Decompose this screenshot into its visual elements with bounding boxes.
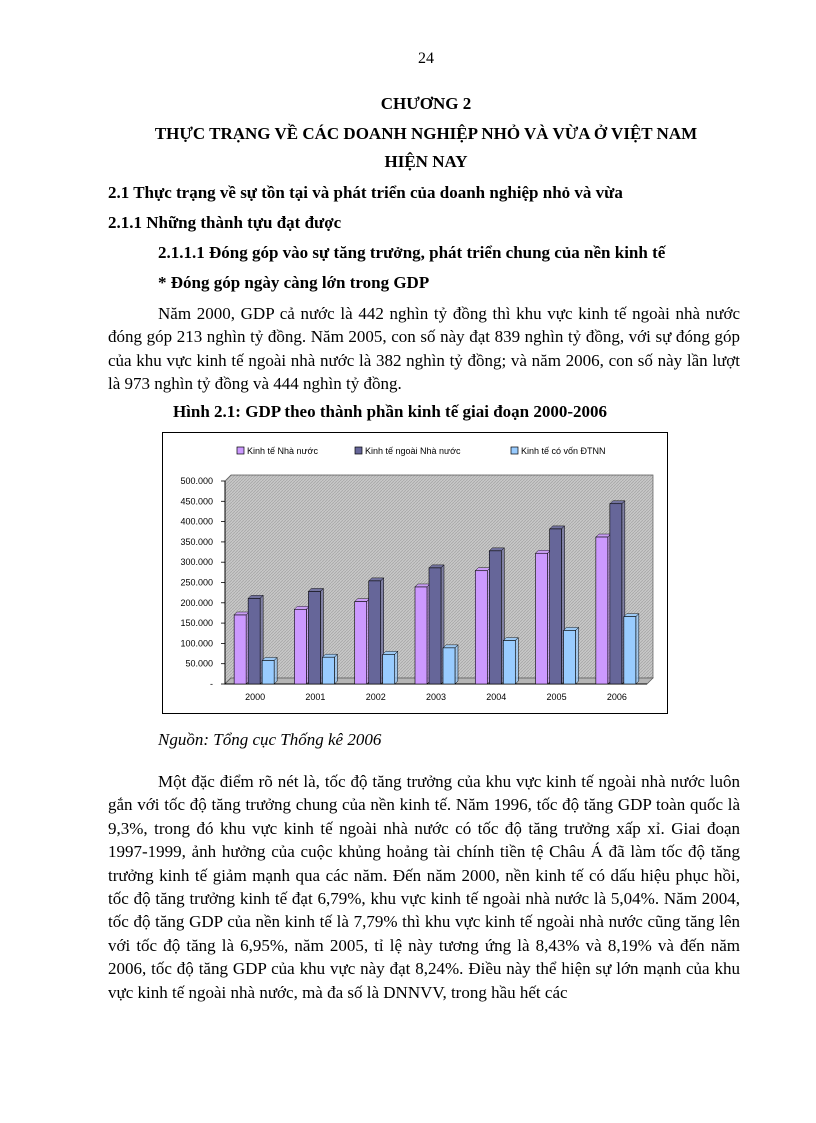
bar: [355, 602, 367, 684]
y-tick-label: 250.000: [180, 577, 213, 588]
bar: [262, 660, 274, 684]
bar: [415, 587, 427, 684]
bar: [234, 615, 246, 684]
bar: [550, 529, 562, 684]
legend-label: Kinh tế ngoài Nhà nước: [365, 446, 461, 456]
bar: [248, 598, 260, 684]
figure-caption: Hình 2.1: GDP theo thành phần kinh tế giai đoạn 2000-2006: [172, 402, 608, 421]
x-tick-label: 2000: [245, 692, 266, 702]
x-tick-label: 2005: [546, 692, 567, 702]
legend-swatch: [355, 447, 362, 454]
y-tick-label: -: [210, 679, 213, 689]
bar-side: [395, 651, 398, 684]
bar: [294, 609, 306, 684]
paragraph-gdp-contribution: Năm 2000, GDP cả nước là 442 nghìn tỷ đồng thì khu vực kinh tế ngoài nhà nước đóng góp 213 nghìn tỷ đồng. Năm 2005, con số này đạt 839 nghìn tỷ đồng, với sự đóng góp của khu vực kinh tế ngoài nhà nước là 382 nghìn tỷ đồng; và năm 2006, con số này lần lượt là 973 nghìn tỷ đồng và 444 nghìn tỷ đồng.: [108, 304, 740, 394]
gdp-bar-chart: [163, 433, 667, 713]
bar-side: [515, 638, 518, 684]
bar-side: [455, 645, 458, 684]
legend-label: Kinh tế Nhà nước: [247, 446, 318, 456]
legend-swatch: [237, 447, 244, 454]
section-heading-2-1-1-1: 2.1.1.1 Đóng góp vào sự tăng trưởng, phát triển chung của nền kinh tế: [158, 243, 666, 262]
bar: [503, 641, 515, 684]
bar: [564, 630, 576, 684]
chapter-title-line1: THỰC TRẠNG VỀ CÁC DOANH NGHIỆP NHỎ VÀ VỪA Ở VIỆT NAM: [154, 124, 698, 143]
y-tick-label: 300.000: [180, 557, 213, 568]
paragraph-growth-rate: Một đặc điểm rõ nét là, tốc độ tăng trưởng của khu vực kinh tế ngoài nhà nước luôn gắn với tốc độ tăng trưởng chung của nền kinh tế. Năm 1996, tốc độ tăng GDP toàn quốc là 9,3%, trong đó khu vực kinh tế ngoài nhà nước có tốc độ tăng trưởng xấp xỉ. Giai đoạn 1997-1999, ảnh hưởng của cuộc khủng hoảng tài chính tiền tệ Châu Á đã làm tốc độ tăng trưởng kinh tế giảm mạnh qua các năm. Đến năm 2000, nền kinh tế có dấu hiệu phục hồi, tốc độ tăng trưởng kinh tế đạt 6,79%, khu vực kinh tế ngoài nhà nước là 5,04%. Năm 2004, tốc độ tăng GDP của nền kinh tế là 7,79% thì khu vực kinh tế ngoài nhà nước cũng tăng lên với tốc độ tăng là 6,95%, năm 2005, tỉ lệ này tương ứng là 8,43% và 8,19% và đến năm 2006, tốc độ tăng GDP của khu vực này đạt 8,24%. Điều này thể hiện sự lớn mạnh của khu vực kinh tế ngoài nhà nước, mà đa số là DNNVV, trong hầu hết các: [108, 772, 740, 1002]
bar: [322, 657, 334, 684]
gdp-chart-frame: [162, 432, 668, 714]
y-tick-label: 200.000: [180, 597, 213, 608]
bar: [369, 581, 381, 684]
bar: [596, 537, 608, 684]
section-heading-2-1: 2.1 Thực trạng về sự tồn tại và phát triển của doanh nghiệp nhỏ và vừa: [108, 183, 623, 202]
bar: [536, 553, 548, 684]
x-tick-label: 2002: [365, 692, 386, 702]
bar-side: [274, 657, 277, 684]
x-tick-label: 2003: [425, 692, 447, 702]
chapter-title-line2: HIỆN NAY: [384, 152, 468, 171]
x-tick-label: 2004: [486, 692, 507, 702]
bar: [489, 551, 501, 684]
bar: [383, 654, 395, 684]
section-heading-2-1-1: 2.1.1 Những thành tựu đạt được: [108, 213, 342, 232]
y-tick-label: 50.000: [185, 658, 213, 669]
bar: [308, 591, 320, 684]
y-tick-label: 350.000: [180, 536, 213, 547]
bar-side: [636, 614, 639, 684]
page-number: 24: [418, 50, 434, 67]
bar: [443, 648, 455, 684]
y-tick-label: 400.000: [180, 516, 213, 527]
legend-label: Kinh tế có vốn ĐTNN: [521, 446, 606, 456]
bar-side: [576, 627, 579, 684]
bar-side: [334, 654, 337, 684]
bar: [475, 571, 487, 684]
x-tick-label: 2001: [305, 692, 326, 702]
bar: [624, 617, 636, 684]
subsection-heading-gdp: * Đóng góp ngày càng lớn trong GDP: [158, 273, 430, 292]
figure-source: Nguồn: Tổng cục Thống kê 2006: [158, 730, 382, 749]
chapter-label: CHƯƠNG 2: [380, 94, 472, 113]
x-tick-label: 2006: [606, 692, 627, 702]
y-tick-label: 150.000: [180, 618, 213, 629]
legend-swatch: [511, 447, 518, 454]
bar: [610, 504, 622, 684]
y-tick-label: 450.000: [180, 496, 213, 507]
y-tick-label: 100.000: [180, 638, 213, 649]
bar: [429, 568, 441, 684]
y-tick-label: 500.000: [180, 476, 213, 486]
